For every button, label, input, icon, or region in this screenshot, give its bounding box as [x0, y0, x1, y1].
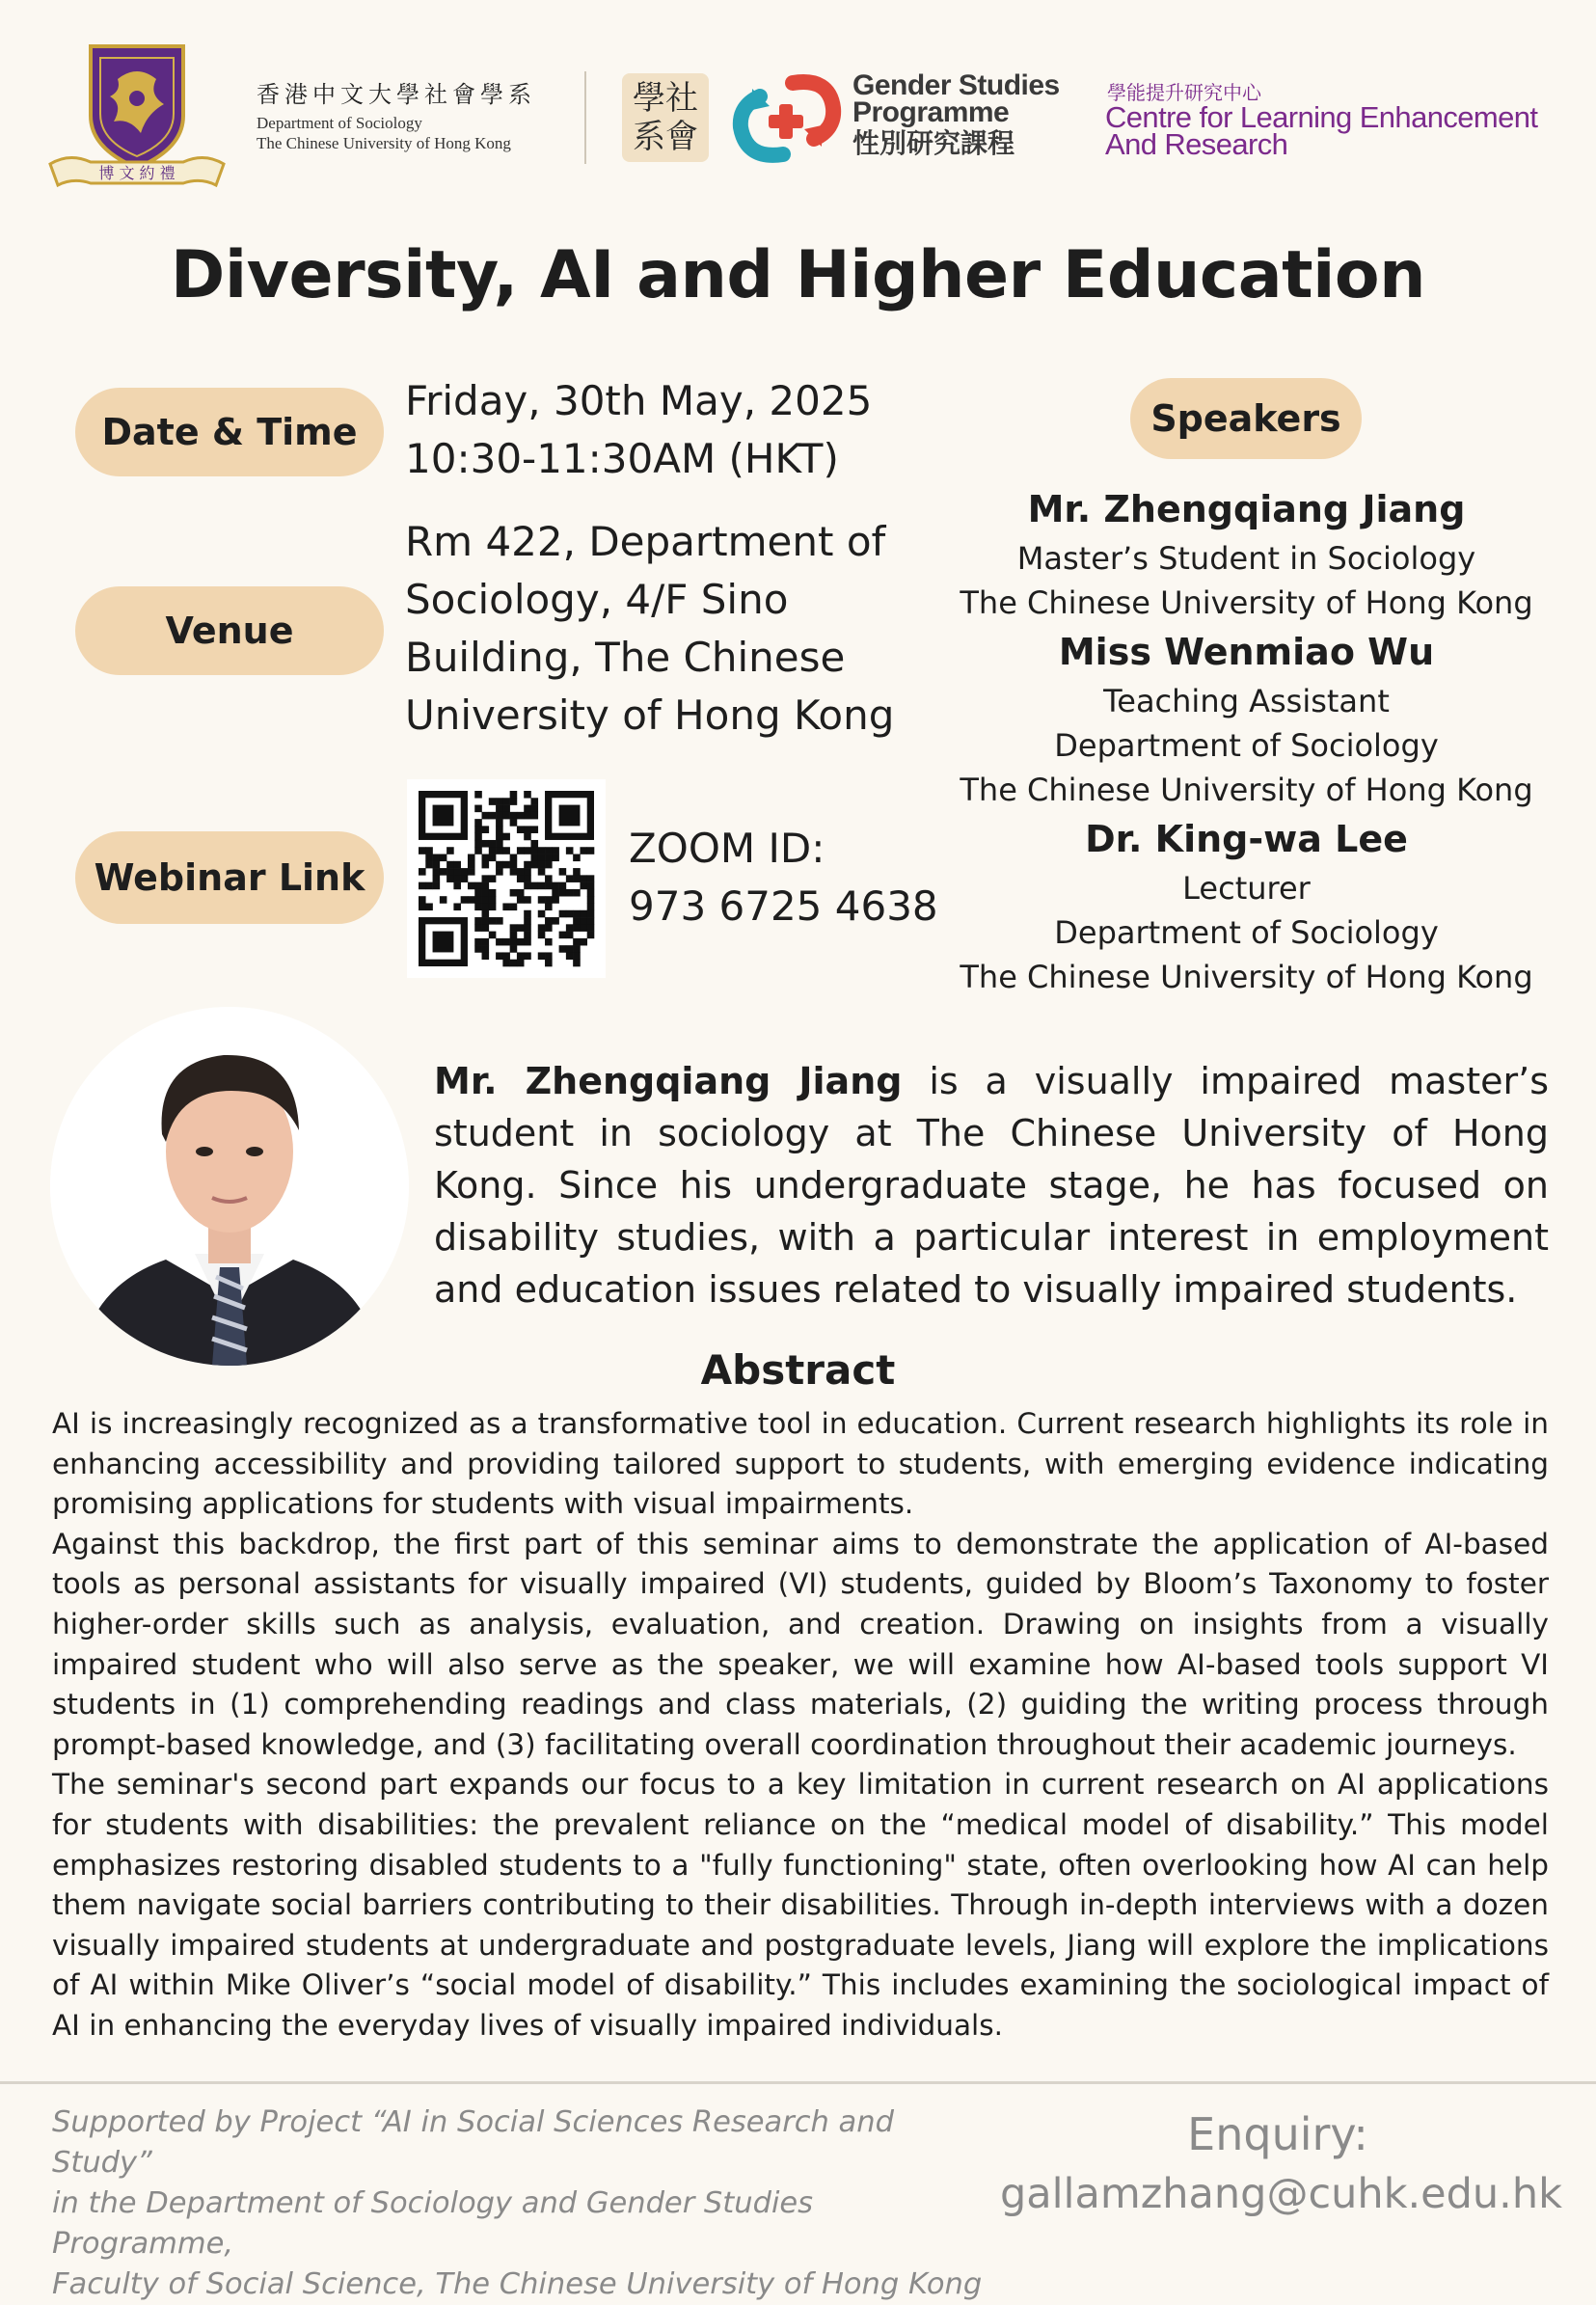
speaker-role: Master’s Student in Sociology — [1016, 540, 1476, 577]
speakers-label: Speakers — [1130, 378, 1362, 459]
support-line: Faculty of Social Science, The Chinese University of Hong Kong — [52, 2267, 983, 2301]
abstract-body — [52, 1404, 1549, 2047]
enquiry-label: Enquiry: — [1187, 2108, 1368, 2160]
qr-code-icon[interactable] — [407, 779, 606, 978]
speaker-affiliation: The Chinese University of Hong Kong — [960, 959, 1533, 995]
zoom-id-label: ZOOM ID: — [629, 825, 825, 872]
speaker-name: Dr. King-wa Lee — [1085, 818, 1408, 860]
bio-speaker-name: Mr. Zhengqiang Jiang — [434, 1060, 903, 1102]
gender-programme-logo-icon — [725, 69, 851, 166]
soc-logo-line2: 系會 — [633, 118, 698, 156]
webinar-link-label: Webinar Link — [75, 831, 384, 924]
support-line: Supported by Project “AI in Social Sciences Research and Study” — [52, 2105, 894, 2180]
soc-logo-line1: 學社 — [633, 79, 698, 118]
gender-programme-name-line2: Programme — [852, 96, 1010, 128]
zoom-id-value: 973 6725 4638 — [629, 882, 938, 930]
speaker-affiliation: The Chinese University of Hong Kong — [960, 584, 1533, 621]
sociology-society-logo — [622, 73, 709, 162]
celer-name-chinese: 學能提升研究中心 — [1107, 81, 1261, 104]
speaker-affiliation: The Chinese University of Hong Kong — [960, 772, 1533, 808]
page-title: Diversity, AI and Higher Education — [170, 237, 1426, 313]
enquiry-email-link[interactable]: gallamzhang@cuhk.edu.hk — [999, 2170, 1562, 2218]
abstract-paragraph: AI is increasingly recognized as a transformative tool in education. Current research highlights its role in enhancing accessibility and providing tailored support to students, with emerging evidence indicating promising applications for students with visual impairments. — [52, 1407, 1549, 1521]
celer-name-line2: And Research — [1105, 127, 1288, 161]
speaker-department: Department of Sociology — [1054, 727, 1439, 764]
speaker-role: Teaching Assistant — [1103, 683, 1390, 719]
venue-label: Venue — [75, 586, 384, 675]
event-time: 10:30-11:30AM (HKT) — [405, 435, 839, 482]
speakers-list — [935, 482, 1557, 999]
speaker-bio — [434, 1055, 1549, 1315]
university-name-english: The Chinese University of Hong Kong — [257, 134, 511, 152]
gender-programme-name-chinese: 性別研究課程 — [852, 127, 1015, 159]
event-date: Friday, 30th May, 2025 — [405, 377, 873, 424]
event-venue: Rm 422, Department of Sociology, 4/F Sino Building, The Chinese University of Hong Kong — [405, 518, 895, 739]
svg-text:博 文 約 禮: 博 文 約 禮 — [98, 164, 176, 182]
gender-programme-name-line1: Gender Studies — [852, 69, 1060, 101]
abstract-paragraph: Against this backdrop, the first part of this seminar aims to demonstrate the application of AI-based tools as personal assistants for visually impaired (VI) students, guided by Bloom’s Taxonomy to foster higher-order skills such as analysis, evaluation, and creation. Drawing on insights from a visually impaired student who will also serve as the speaker, we will examine how AI-based tools support VI students in (1) comprehending readings and class materials, (2) guiding the writing process through prompt-based knowledge, and (3) facilitating overall coordination throughout their academic journeys. — [52, 1527, 1549, 1761]
speaker-portrait — [50, 1007, 409, 1366]
footer-divider — [0, 2081, 1596, 2084]
support-statement — [52, 2102, 997, 2305]
abstract-paragraph: The seminar's second part expands our focus to a key limitation in current research on AI applications for students with disabilities: the prevalent reliance on the “medical model of disability.” This model emphasizes restoring disabled students to a "fully functioning" state, often overlooking how AI can help them navigate social barriers contributing to their disabilities. Through in-depth interviews with a dozen visually impaired students at undergraduate and postgraduate levels, Jiang will explore the implications of AI within Mike Oliver’s “social model of disability.” This includes examining the sociological impact of AI in enhancing the everyday lives of visually impaired individuals. — [52, 1768, 1549, 2042]
support-line: in the Department of Sociology and Gender Studies Programme, — [52, 2186, 814, 2261]
header-divider — [584, 71, 586, 164]
speaker-name: Miss Wenmiao Wu — [1058, 631, 1435, 673]
department-name-chinese: 香港中文大學社會學系 — [257, 81, 536, 108]
speaker-role: Lecturer — [1182, 870, 1311, 907]
celer-name-line1: Centre for Learning Enhancement — [1105, 100, 1538, 134]
speaker-department: Department of Sociology — [1054, 914, 1439, 951]
cuhk-crest-icon — [41, 41, 233, 195]
speaker-name: Mr. Zhengqiang Jiang — [1027, 488, 1466, 530]
bio-text: is a visually impaired master’s student in sociology at The Chinese University of Hong Kong. Since his undergraduate stage, he has focused on disability studies, with a particular interest in employment and education issues related to visually impaired students. — [434, 1060, 1549, 1311]
department-name-english: Department of Sociology — [257, 114, 422, 132]
abstract-heading: Abstract — [700, 1346, 896, 1394]
date-time-label: Date & Time — [75, 388, 384, 476]
